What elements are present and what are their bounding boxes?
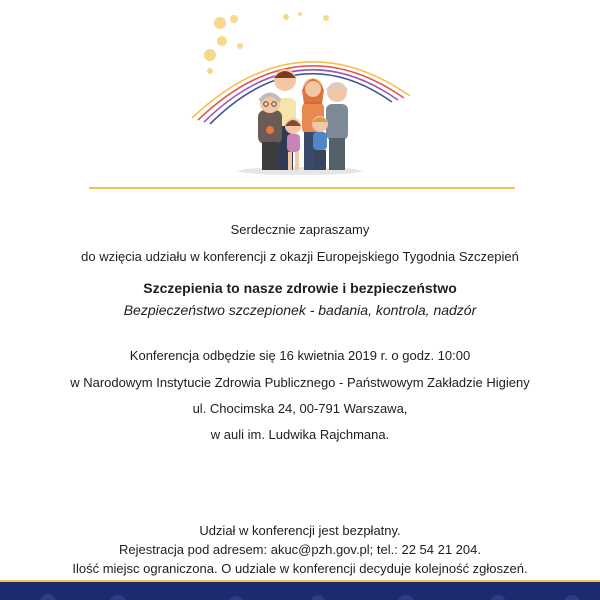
free-entry-text: Udział w konferencji jest bezpłatny. (199, 523, 401, 538)
grandfather-figure (326, 82, 348, 170)
footer-decoration (0, 580, 600, 600)
room-text: w auli im. Ludwika Rajchmana. (210, 427, 390, 442)
conference-subtitle: Bezpieczeństwo szczepionek - badania, kontrola, nadzór (123, 302, 477, 318)
footer-band (0, 580, 600, 600)
boy-figure (312, 116, 328, 170)
venue-text: w Narodowym Instytucie Zdrowia Publicznego - Państwowym Zakładzie Higieny (70, 375, 530, 390)
seats-text: Ilość miejsc ograniczona. O udziale w konferencji decyduje kolejność zgłoszeń. (72, 561, 528, 576)
address-text: ul. Chocimska 24, 00-791 Warszawa, (192, 401, 408, 416)
footer-accent-line (0, 580, 600, 582)
invite-text: do wzięcia udziału w konferencji z okazji Europejskiego Tygodnia Szczepień (81, 249, 519, 264)
gold-divider (89, 187, 515, 189)
decorative-dots (204, 12, 329, 74)
rainbow-arcs (192, 62, 410, 124)
date-text: Konferencja odbędzie się 16 kwietnia 2019 r. o godz. 10:00 (129, 348, 471, 363)
family-illustration (180, 8, 420, 180)
registration-text: Rejestracja pod adresem: akuc@pzh.gov.pl; tel.: 22 54 21 204. (118, 542, 481, 557)
conference-title: Szczepienia to nasze zdrowie i bezpieczeństwo (143, 280, 457, 296)
greeting-text: Serdecznie zapraszamy (230, 222, 370, 237)
